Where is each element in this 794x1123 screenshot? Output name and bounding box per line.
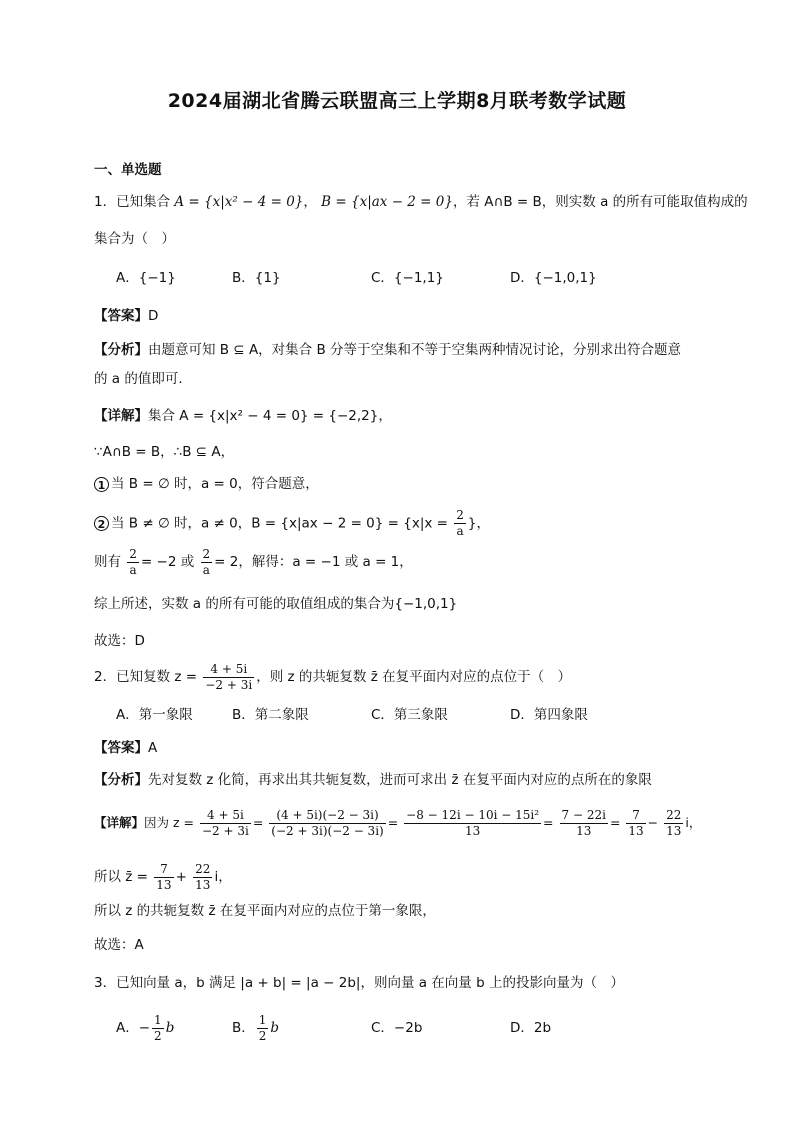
page-title: 2024届湖北省腾云联盟高三上学期8月联考数学试题 [167,90,627,112]
q1-summary: 综上所述，实数 a 的所有可能的取值组成的集合为{−1,0,1} [94,596,458,612]
fraction: $\frac{\text{−8 − 12i − 10i − 15i²}}{13}$ [406,808,540,838]
q2-option-d: D．第四象限 [510,707,588,723]
analysis-text: 由题意可知 B ⊆ A，对集合 B 分等于空集和不等于空集两种情况讨论，分别求出符合题意 [148,342,682,358]
fraction: $\frac{22}{13}$ [666,808,682,838]
q1-stem-line1 [94,192,748,212]
answer-label: 【答案】 [94,740,148,756]
q1-answer [94,306,158,326]
answer-label: 【答案】 [94,308,148,324]
q2-so-line: 所以 z̄ = $\frac{7}{13}$ + $\frac{22}{13}$ i， [94,861,232,892]
analysis-label: 【分析】 [94,342,148,358]
q2-conclusion: 所以 z 的共轭复数 z̄ 在复平面内对应的点位于第一象限， [94,903,436,919]
fraction: $\frac{22}{13}$ [195,861,211,892]
q1-set-b: B = {x|ax − 2 = 0} [321,194,453,210]
q1-stem-line2: 集合为（ ） [94,231,175,247]
q1-then-line: 则有 $\frac{2}{a}$ = −2 或 $\frac{2}{a}$ = 2，解得：a = −1 或 a = 1， [94,546,413,577]
q1-case1 [94,474,319,494]
q1-option-b: B．{1} [232,270,281,286]
circled-two-icon: 2 [94,516,109,531]
fraction: $\frac{7 - 22i}{13}$ [561,808,606,838]
fraction: $\frac{4 + 5i}{-2 + 3i}$ [205,661,253,692]
fraction: $\frac{7}{13}$ [628,808,644,838]
q2-option-b: B．第二象限 [232,707,309,723]
q1-analysis-line2: 的 a 的值即可． [94,371,192,387]
q3-option-b: B． $\frac{1}{2}$ b [232,1012,280,1043]
q1-comma: ， [303,194,317,210]
q1-detail-line2: ∵A∩B = B，∴B ⊆ A， [94,444,235,460]
detail-label: 【详解】 [94,408,148,424]
fraction: $\frac{1}{2}$ [154,1012,162,1043]
case2-text: 当 B ≠ ∅ 时，a ≠ 0，B = {x|ax − 2 = 0} = {x|x = [111,515,448,532]
section-heading: 一、单选题 [94,162,162,178]
q3-option-a: A．− $\frac{1}{2}$ b [116,1012,175,1043]
detail-text: 集合 A = {x|x² − 4 = 0} = {−2,2}， [148,408,392,424]
q1-option-d: D．{−1,0,1} [510,270,597,286]
fraction: $\frac{7}{13}$ [156,861,172,892]
fraction: $\frac{2}{a}$ [129,546,137,577]
circled-one-icon: 1 [94,477,109,492]
q1-analysis-line1 [94,340,681,360]
q1-set-a: A = {x|x² − 4 = 0} [174,194,304,210]
q2-analysis [94,770,652,790]
q2-option-a: A．第一象限 [116,707,193,723]
q2-option-c: C．第三象限 [371,707,448,723]
q3-option-d: D．2b [510,1020,552,1036]
case1-text: 当 B = ∅ 时，a = 0，符合题意， [111,476,319,492]
detail-label: 【详解】 [94,815,145,830]
q2-detail-line: 【详解】因为 z = $\frac{4 + 5i}{-2 + 3i}$ = $\frac{(4 + 5i)(-2 - 3i)}{(-2 + 3i)(-2 - 3i)}$ = $\frac{\text{−8 − 12i − 10i − 15i²}}{13}$ = $\frac{7 - 22i}{13}$ = $\frac{7}{13}$ − $\frac{22}{13}$ i， [94,808,702,838]
analysis-text: 先对复数 z 化简，再求出其共轭复数，进而可求出 z̄ 在复平面内对应的点所在的象限 [148,772,652,788]
fraction: $\frac{2}{a}$ [202,546,211,577]
fraction: $\frac{(4 + 5i)(-2 - 3i)}{(-2 + 3i)(-2 - 3i)}$ [271,808,384,838]
q3-option-c: C．−2b [371,1020,423,1036]
q1-condition: ，若 A∩B = B，则实数 a 的所有可能取值构成的 [452,194,748,210]
q1-option-a: A．{−1} [116,270,176,286]
q2-choose: 故选：A [94,937,144,953]
q2-answer [94,738,157,758]
q1-case2: 2 当 B ≠ ∅ 时，a ≠ 0，B = {x|ax − 2 = 0} = {x|x = $\frac{2}{a}$ }， [94,508,490,539]
answer-value: A [148,740,158,756]
fraction: $\frac{2}{a}$ [456,508,464,538]
answer-value: D [148,308,159,324]
q3-stem: 3．已知向量 a，b 满足 |a + b| = |a − 2b|，则向量 a 在向量 b 上的投影向量为（ ） [94,975,624,991]
q2-stem: 2．已知复数 z = $\frac{4 + 5i}{-2 + 3i}$ ，则 z 的共轭复数 z̄ 在复平面内对应的点位于（ ） [94,661,572,692]
fraction: $\frac{4 + 5i}{-2 + 3i}$ [201,808,249,838]
q1-stem-prefix: 1．已知集合 [94,194,171,210]
analysis-label: 【分析】 [94,772,148,788]
q1-detail-line1 [94,406,392,426]
q1-option-c: C．{−1,1} [371,270,444,286]
fraction: $\frac{1}{2}$ [258,1012,267,1043]
q1-choose: 故选：D [94,633,145,649]
